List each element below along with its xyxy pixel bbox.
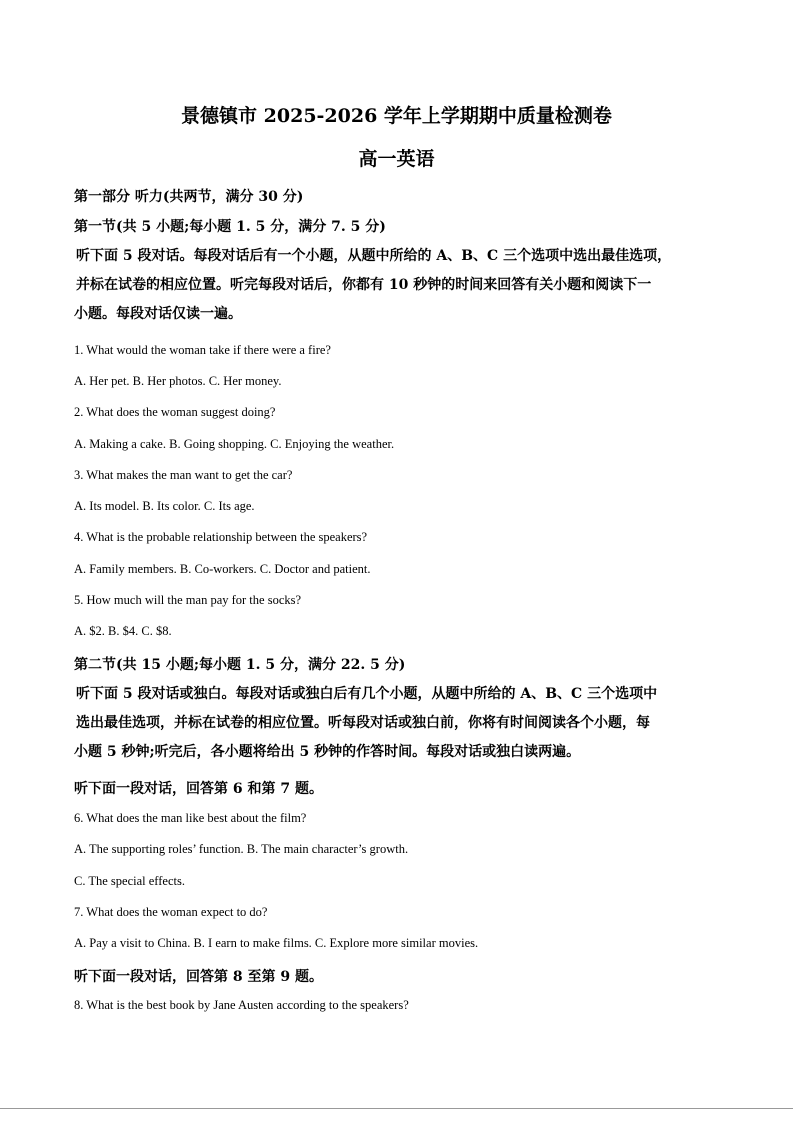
question-7-options: A. Pay a visit to China. B. I earn to make films. C. Explore more similar movies.	[74, 936, 479, 950]
question-3-options: A. Its model. B. Its color. C. Its age.	[74, 499, 255, 513]
instruction-line: 选出最佳选项，并标在试卷的相应位置。听每段对话或独白前，你将有时间阅读各个小题，每	[76, 715, 650, 731]
section1-instructions	[74, 242, 734, 329]
question-1-options: A. Her pet. B. Her photos. C. Her money.	[74, 374, 282, 388]
question-4-options: A. Family members. B. Co-workers. C. Doctor and patient.	[74, 562, 371, 576]
question-2: 2. What does the woman suggest doing?	[74, 405, 276, 419]
question-6: 6. What does the man like best about the film?	[74, 811, 307, 825]
question-6-options-ab: A. The supporting roles’ function. B. The main character’s growth.	[74, 842, 409, 856]
question-7: 7. What does the woman expect to do?	[74, 905, 268, 919]
instruction-line: 并标在试卷的相应位置。听完每段对话后，你都有 10 秒钟的时间来回答有关小题和阅读下一	[76, 277, 652, 293]
question-4: 4. What is the probable relationship between the speakers?	[74, 530, 368, 544]
instruction-line: 小题 5 秒钟;听完后，各小题将给出 5 秒钟的作答时间。每段对话或独白读两遍。	[74, 744, 581, 760]
exam-title: 景德镇市 2025-2026 学年上学期期中质量检测卷	[181, 105, 612, 127]
section2-heading: 第二节(共 15 小题;每小题 1. 5 分，满分 22. 5 分)	[74, 657, 406, 673]
instruction-line: 听下面 5 段对话或独白。每段对话或独白后有几个小题，从题中所给的 A、B、C 三个选项中	[76, 686, 658, 702]
instruction-line: 听下面 5 段对话。每段对话后有一个小题，从题中所给的 A、B、C 三个选项中选出最佳选项，	[76, 248, 672, 264]
question-8: 8. What is the best book by Jane Austen according to the speakers?	[74, 998, 409, 1012]
dialogue-2-heading: 听下面一段对话，回答第 8 至第 9 题。	[74, 969, 323, 985]
question-5: 5. How much will the man pay for the socks?	[74, 593, 302, 607]
question-3: 3. What makes the man want to get the car?	[74, 468, 293, 482]
instruction-line: 小题。每段对话仅读一遍。	[74, 306, 242, 322]
exam-subject: 高一英语	[358, 148, 435, 170]
section1-heading: 第一节(共 5 小题;每小题 1. 5 分，满分 7. 5 分)	[74, 219, 386, 235]
part1-heading: 第一部分 听力(共两节，满分 30 分)	[74, 189, 304, 205]
section2-instructions	[74, 680, 734, 767]
page-bottom-divider	[0, 1108, 793, 1109]
question-1: 1. What would the woman take if there were a fire?	[74, 343, 331, 357]
dialogue-1-heading: 听下面一段对话，回答第 6 和第 7 题。	[74, 781, 323, 797]
question-2-options: A. Making a cake. B. Going shopping. C. Enjoying the weather.	[74, 437, 395, 451]
question-6-option-c: C. The special effects.	[74, 874, 185, 888]
question-5-options: A. $2. B. $4. C. $8.	[74, 624, 172, 638]
